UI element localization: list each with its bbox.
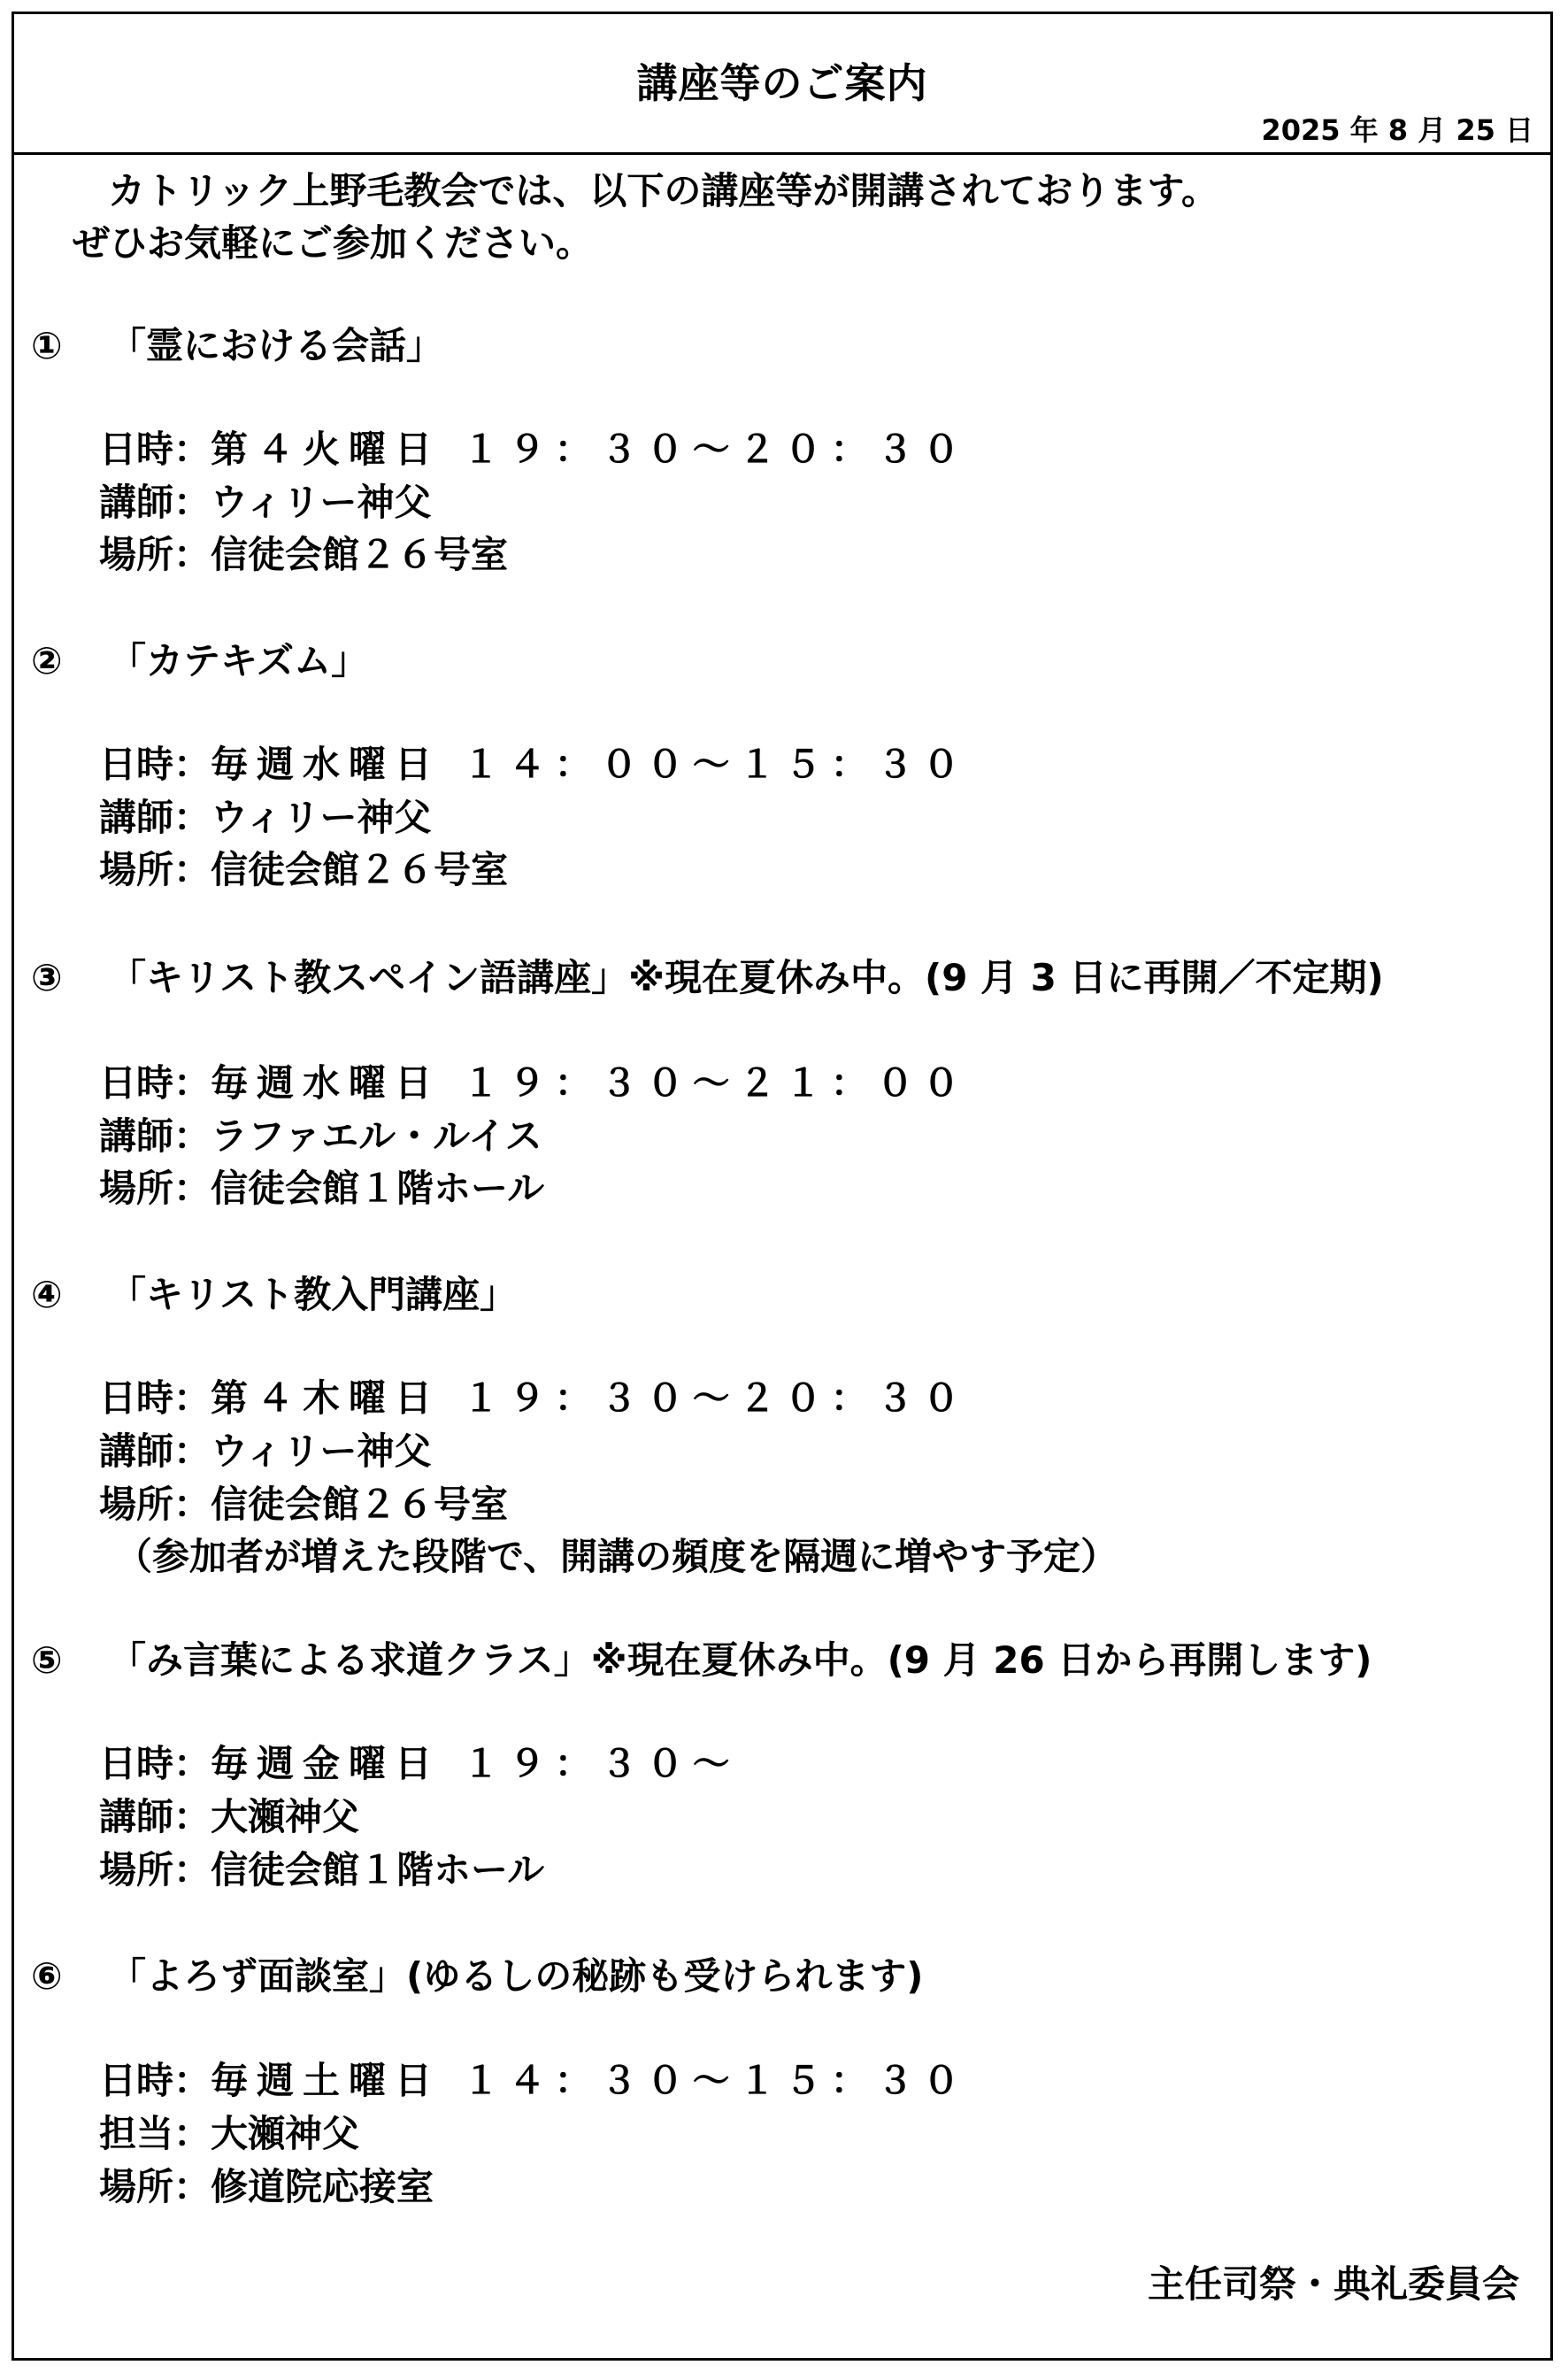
section-number: ④ [31,1273,63,1316]
section-6-location [99,2165,434,2208]
section-3-datetime [99,1061,969,1105]
section-1-instructor [99,481,432,524]
detail-label: 講師： [99,1114,211,1158]
section-3-instructor [99,1114,542,1158]
section-6-heading [31,1954,924,1998]
detail-label: 講師： [99,481,211,524]
section-6-contact [99,2112,360,2155]
detail-label: 場所： [99,848,211,891]
intro-line-1: カトリック上野毛教会では、以下の講座等が開講されております。 [108,169,1218,212]
page-title: 講座等のご案内 [636,59,928,107]
section-6-datetime [99,2059,969,2102]
section-number: ③ [31,956,63,999]
section-1-datetime [99,428,969,471]
detail-label: 講師： [99,1429,211,1473]
detail-label: 日時： [99,1061,211,1105]
section-2-location [99,848,509,891]
section-5-heading [31,1638,1372,1682]
detail-label: 講師： [99,1795,211,1838]
section-2-datetime [99,743,969,786]
document-header [12,12,1553,155]
section-4-location [99,1483,509,1526]
section-title: 「キリスト教スペイン語講座」※現在夏休み中。(9 月 3 日に再開／不定期) [109,956,1384,999]
detail-label: 講師： [99,796,211,839]
detail-value: 大瀬神父 [211,1795,360,1838]
document-date: 2025 年 8 月 25 日 [1261,113,1533,147]
section-3-location [99,1167,545,1210]
section-1-heading [31,324,444,367]
detail-value: ウィリー神父 [211,1429,432,1473]
detail-value: 信徒会館２６号室 [211,848,509,891]
detail-value: 毎週金曜日 １９：３０～ [211,1742,739,1785]
detail-value: 信徒会館１階ホール [211,1167,545,1210]
detail-value: ウィリー神父 [211,481,432,524]
section-1-location [99,533,509,576]
signature: 主任司祭・典礼委員会 [1147,2262,1519,2306]
section-4-note: （参加者が増えた段階で、開講の頻度を隔週に増やす予定） [115,1535,1118,1578]
intro-line-2: ぜひお気軽にご参加ください。 [73,221,594,265]
section-5-datetime [99,1742,739,1785]
section-number: ⑥ [31,1954,63,1998]
detail-value: 毎週水曜日 １９：３０～２１：００ [211,1061,969,1105]
detail-label: 日時： [99,2059,211,2102]
detail-label: 日時： [99,743,211,786]
detail-value: ウィリー神父 [211,796,432,839]
detail-value: 大瀬神父 [211,2112,360,2155]
detail-label: 日時： [99,1376,211,1420]
detail-label: 日時： [99,1742,211,1785]
section-title: 「み言葉による求道クラス」※現在夏休み中。(9 月 26 日から再開します) [109,1638,1372,1682]
section-title: 「カテキズム」 [109,639,369,682]
section-title: 「霊における会話」 [109,324,444,367]
section-4-heading [31,1273,518,1316]
detail-value: 毎週水曜日 １４：００～１５：３０ [211,743,969,786]
section-title: 「よろず面談室」(ゆるしの秘跡も受けられます) [109,1954,924,1998]
section-3-heading [31,956,1384,999]
section-2-heading [31,639,369,682]
section-5-instructor [99,1795,360,1838]
detail-value: 信徒会館２６号室 [211,533,509,576]
detail-value: 信徒会館２６号室 [211,1483,509,1526]
detail-value: 修道院応接室 [211,2165,434,2208]
section-5-location [99,1848,545,1891]
detail-value: 毎週土曜日 １４：３０～１５：３０ [211,2059,969,2102]
section-4-datetime [99,1376,969,1420]
section-number: ② [31,639,63,682]
detail-value: ラファエル・ルイス [211,1114,542,1158]
detail-label: 担当： [99,2112,211,2155]
detail-label: 場所： [99,1848,211,1891]
detail-value: 第４火曜日 １９：３０～２０：３０ [211,428,969,471]
detail-label: 場所： [99,2165,211,2208]
detail-label: 場所： [99,1483,211,1526]
detail-label: 日時： [99,428,211,471]
detail-label: 場所： [99,533,211,576]
detail-label: 場所： [99,1167,211,1210]
detail-value: 第４木曜日 １９：３０～２０：３０ [211,1376,969,1420]
section-number: ① [31,324,63,367]
section-2-instructor [99,796,432,839]
detail-value: 信徒会館１階ホール [211,1848,545,1891]
section-number: ⑤ [31,1638,63,1682]
section-4-instructor [99,1429,432,1473]
section-title: 「キリスト教入門講座」 [109,1273,518,1316]
